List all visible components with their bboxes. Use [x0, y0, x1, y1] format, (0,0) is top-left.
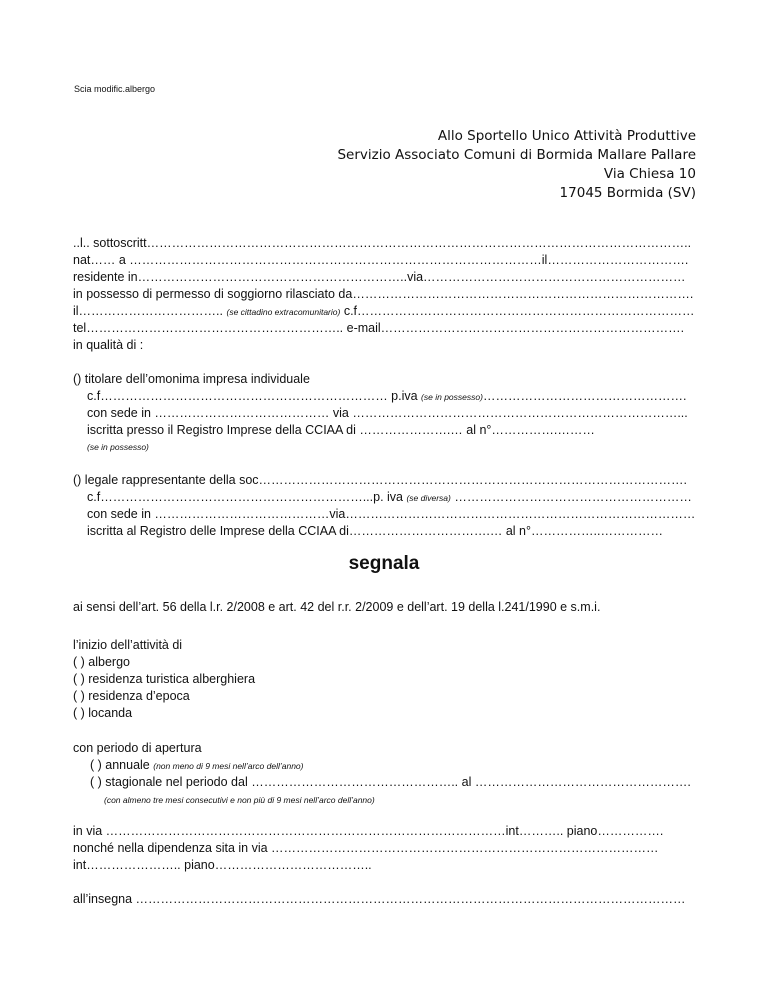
legale-heading: () legale rappresentante della soc………………………………………………………………………………………….: [73, 473, 688, 487]
applicant-date-cf-line: [73, 303, 695, 320]
legale-sede-line: con sede in ……………………………………via…………………………………………………………………………: [87, 507, 696, 521]
titolare-registro-note: (se in possesso): [87, 442, 149, 452]
titolare-cf-line: [87, 388, 686, 405]
recipient-service: Servizio Associato Comuni di Bormida Mallare Pallare: [337, 147, 696, 163]
extracomunitario-note: (se cittadino extracomunitario): [226, 307, 341, 317]
legale-cf-field: c.f………………………………………………………...p. iva: [87, 490, 407, 504]
legal-basis-line: ai sensi dell’art. 56 della l.r. 2/2008 e art. 42 del r.r. 2/2009 e dell’art. 19 della l.241/1990 e s.m.i.: [73, 600, 601, 614]
segnala-title: segnala: [348, 553, 420, 574]
period-annual-line: [90, 757, 303, 774]
recipient-city: 17045 Bormida (SV): [559, 185, 696, 201]
permit-date-field: il……………………………..: [73, 304, 227, 318]
location-int-line: int………………….. piano………………………………..: [73, 858, 372, 872]
legale-piva-field: …………………………………………………: [450, 490, 692, 504]
activity-option-residenza-epoca: ( ) residenza d’epoca: [73, 689, 190, 703]
period-intro: con periodo di apertura: [73, 741, 202, 755]
titolare-sede-line: con sede in …………………………………… via ……………………………………………………………………...: [87, 406, 688, 420]
activity-option-residenza-turistica: ( ) residenza turistica alberghiera: [73, 672, 256, 686]
location-dependency-line: nonché nella dipendenza sita in via …………………………………………………………………………………: [73, 841, 659, 855]
titolare-registro-line: iscritta presso il Registro Imprese della CCIAA di ………………….… al n°…………….………: [87, 423, 595, 437]
period-seasonal-note: (con almeno tre mesi consecutivi e non più di 9 mesi nell’arco dell’anno): [104, 795, 375, 805]
applicant-role-label: in qualità di :: [73, 338, 144, 352]
recipient-street: Via Chiesa 10: [603, 166, 696, 182]
period-annual-option: ( ) annuale: [90, 758, 154, 772]
recipient-address: [337, 127, 696, 203]
applicant-permit-line: in possesso di permesso di soggiorno rilasciato da……………………………………………………………………….: [73, 287, 694, 301]
insegna-line: all’insegna ……………………………………………………………………………………………………………………: [73, 892, 686, 906]
location-street-line: in via ……………………………………………………………………………………int……….. piano…………….: [73, 824, 664, 838]
legale-registro-line: iscritta al Registro delle Imprese della CCIAA di…………………………….… al n°……………..……………: [87, 524, 663, 538]
fiscal-code-field: c.f………………………………………………………………………: [340, 304, 695, 318]
titolare-piva-note: (se in possesso): [421, 392, 483, 402]
applicant-residence-line: residente in………………………………………………………..via………………………………………………………: [73, 270, 686, 284]
titolare-piva-field: ………………………………………….: [482, 389, 687, 403]
legale-cf-line: [87, 489, 692, 506]
recipient-office: Allo Sportello Unico Attività Produttive: [437, 128, 696, 144]
applicant-birth-line: nat…… a ………………………………………………………………………………………il…………………………….: [73, 253, 689, 267]
period-annual-note: (non meno di 9 mesi nell’arco dell’anno): [153, 761, 304, 771]
document-reference: Scia modific.albergo: [74, 84, 156, 94]
period-seasonal-line: ( ) stagionale nel periodo dal ………………………………………….. al …………………………………………….: [90, 775, 691, 789]
activity-intro: l’inizio dell’attività di: [73, 638, 183, 652]
titolare-heading: () titolare dell’omonima impresa individuale: [73, 372, 310, 386]
legale-piva-note: (se diversa): [406, 493, 451, 503]
activity-option-albergo: ( ) albergo: [73, 655, 130, 669]
activity-option-locanda: ( ) locanda: [73, 706, 133, 720]
titolare-cf-field: c.f…………………………………………………………… p.iva: [87, 389, 422, 403]
applicant-contact-line: tel…………………………………………………….. e-mail……………………………………………………………….: [73, 321, 685, 335]
applicant-name-line: ..l.. sottoscritt…………………………………………………………………………………………………………………..: [73, 236, 692, 250]
